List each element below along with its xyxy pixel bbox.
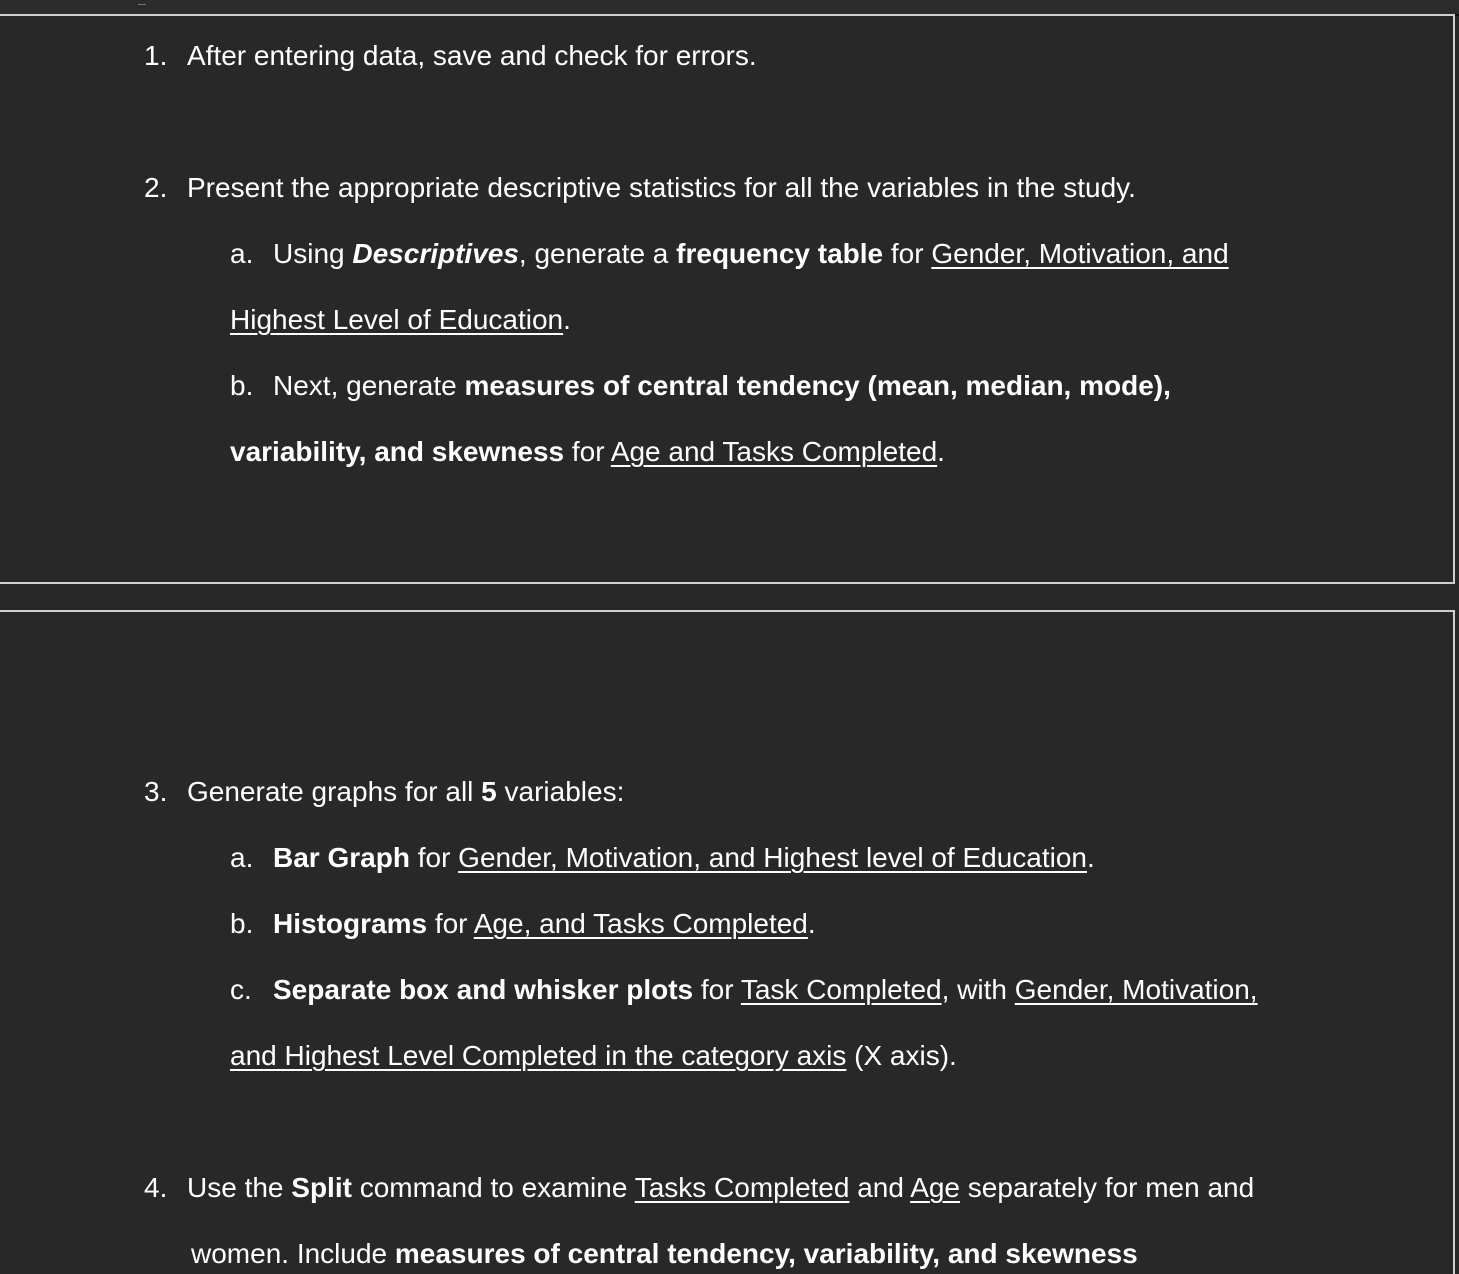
item-3c-line-2: and Highest Level Completed in the category axis (X axis). (230, 1040, 957, 1071)
item-2b-line-2: variability, and skewness for Age and Tasks Completed. (230, 436, 945, 467)
item-3c-letter: c. (230, 974, 252, 1005)
item-2a-line-1: Using Descriptives, generate a frequency table for Gender, Motivation, and (273, 238, 1229, 269)
variables-link-tasks-completed: Tasks Completed (634, 1172, 850, 1203)
variables-link-age-tasks: Age and Tasks Completed (610, 436, 938, 467)
item-1-number: 1. (144, 40, 168, 71)
item-4-number: 4. (144, 1172, 168, 1203)
item-4-line-1: Use the Split command to examine Tasks Completed and Age separately for men and (187, 1172, 1255, 1203)
item-3c-line-1: Separate box and whisker plots for Task Completed, with Gender, Motivation, (273, 974, 1258, 1005)
item-3-number: 3. (144, 776, 168, 807)
item-1-text: After entering data, save and check for errors. (187, 40, 757, 71)
variables-link-age: Age (910, 1172, 961, 1203)
variables-link-category-axis: and Highest Level Completed in the category axis (230, 1040, 847, 1071)
item-2a-line-2: Highest Level of Education. (230, 304, 571, 335)
item-2a-letter: a. (230, 238, 254, 269)
variables-link-gender-motivation: Gender, Motivation, and (931, 238, 1229, 269)
item-3b-letter: b. (230, 908, 254, 939)
item-2b-line-1: Next, generate measures of central tendency (mean, median, mode), (273, 370, 1171, 401)
variables-link-bar-graph: Gender, Motivation, and Highest level of Education (458, 842, 1087, 873)
item-3b-text: Histograms for Age, and Tasks Completed. (273, 908, 816, 939)
variables-link-histograms: Age, and Tasks Completed (473, 908, 808, 939)
item-3a-letter: a. (230, 842, 254, 873)
item-4-line-2: women. Include measures of central tendency, variability, and skewness (191, 1238, 1138, 1269)
item-2-number: 2. (144, 172, 168, 203)
top-edge-mark (138, 0, 146, 5)
variables-link-task-completed: Task Completed (740, 974, 942, 1005)
variables-link-education: Highest Level of Education (230, 304, 564, 335)
item-3a-text: Bar Graph for Gender, Motivation, and Highest level of Education. (273, 842, 1095, 873)
item-2-text: Present the appropriate descriptive statistics for all the variables in the study. (187, 172, 1136, 203)
item-3-text: Generate graphs for all 5 variables: (187, 776, 625, 807)
content-panel-1 (0, 14, 1455, 584)
variables-link-gender-motivation-box: Gender, Motivation, (1014, 974, 1258, 1005)
item-2b-letter: b. (230, 370, 254, 401)
